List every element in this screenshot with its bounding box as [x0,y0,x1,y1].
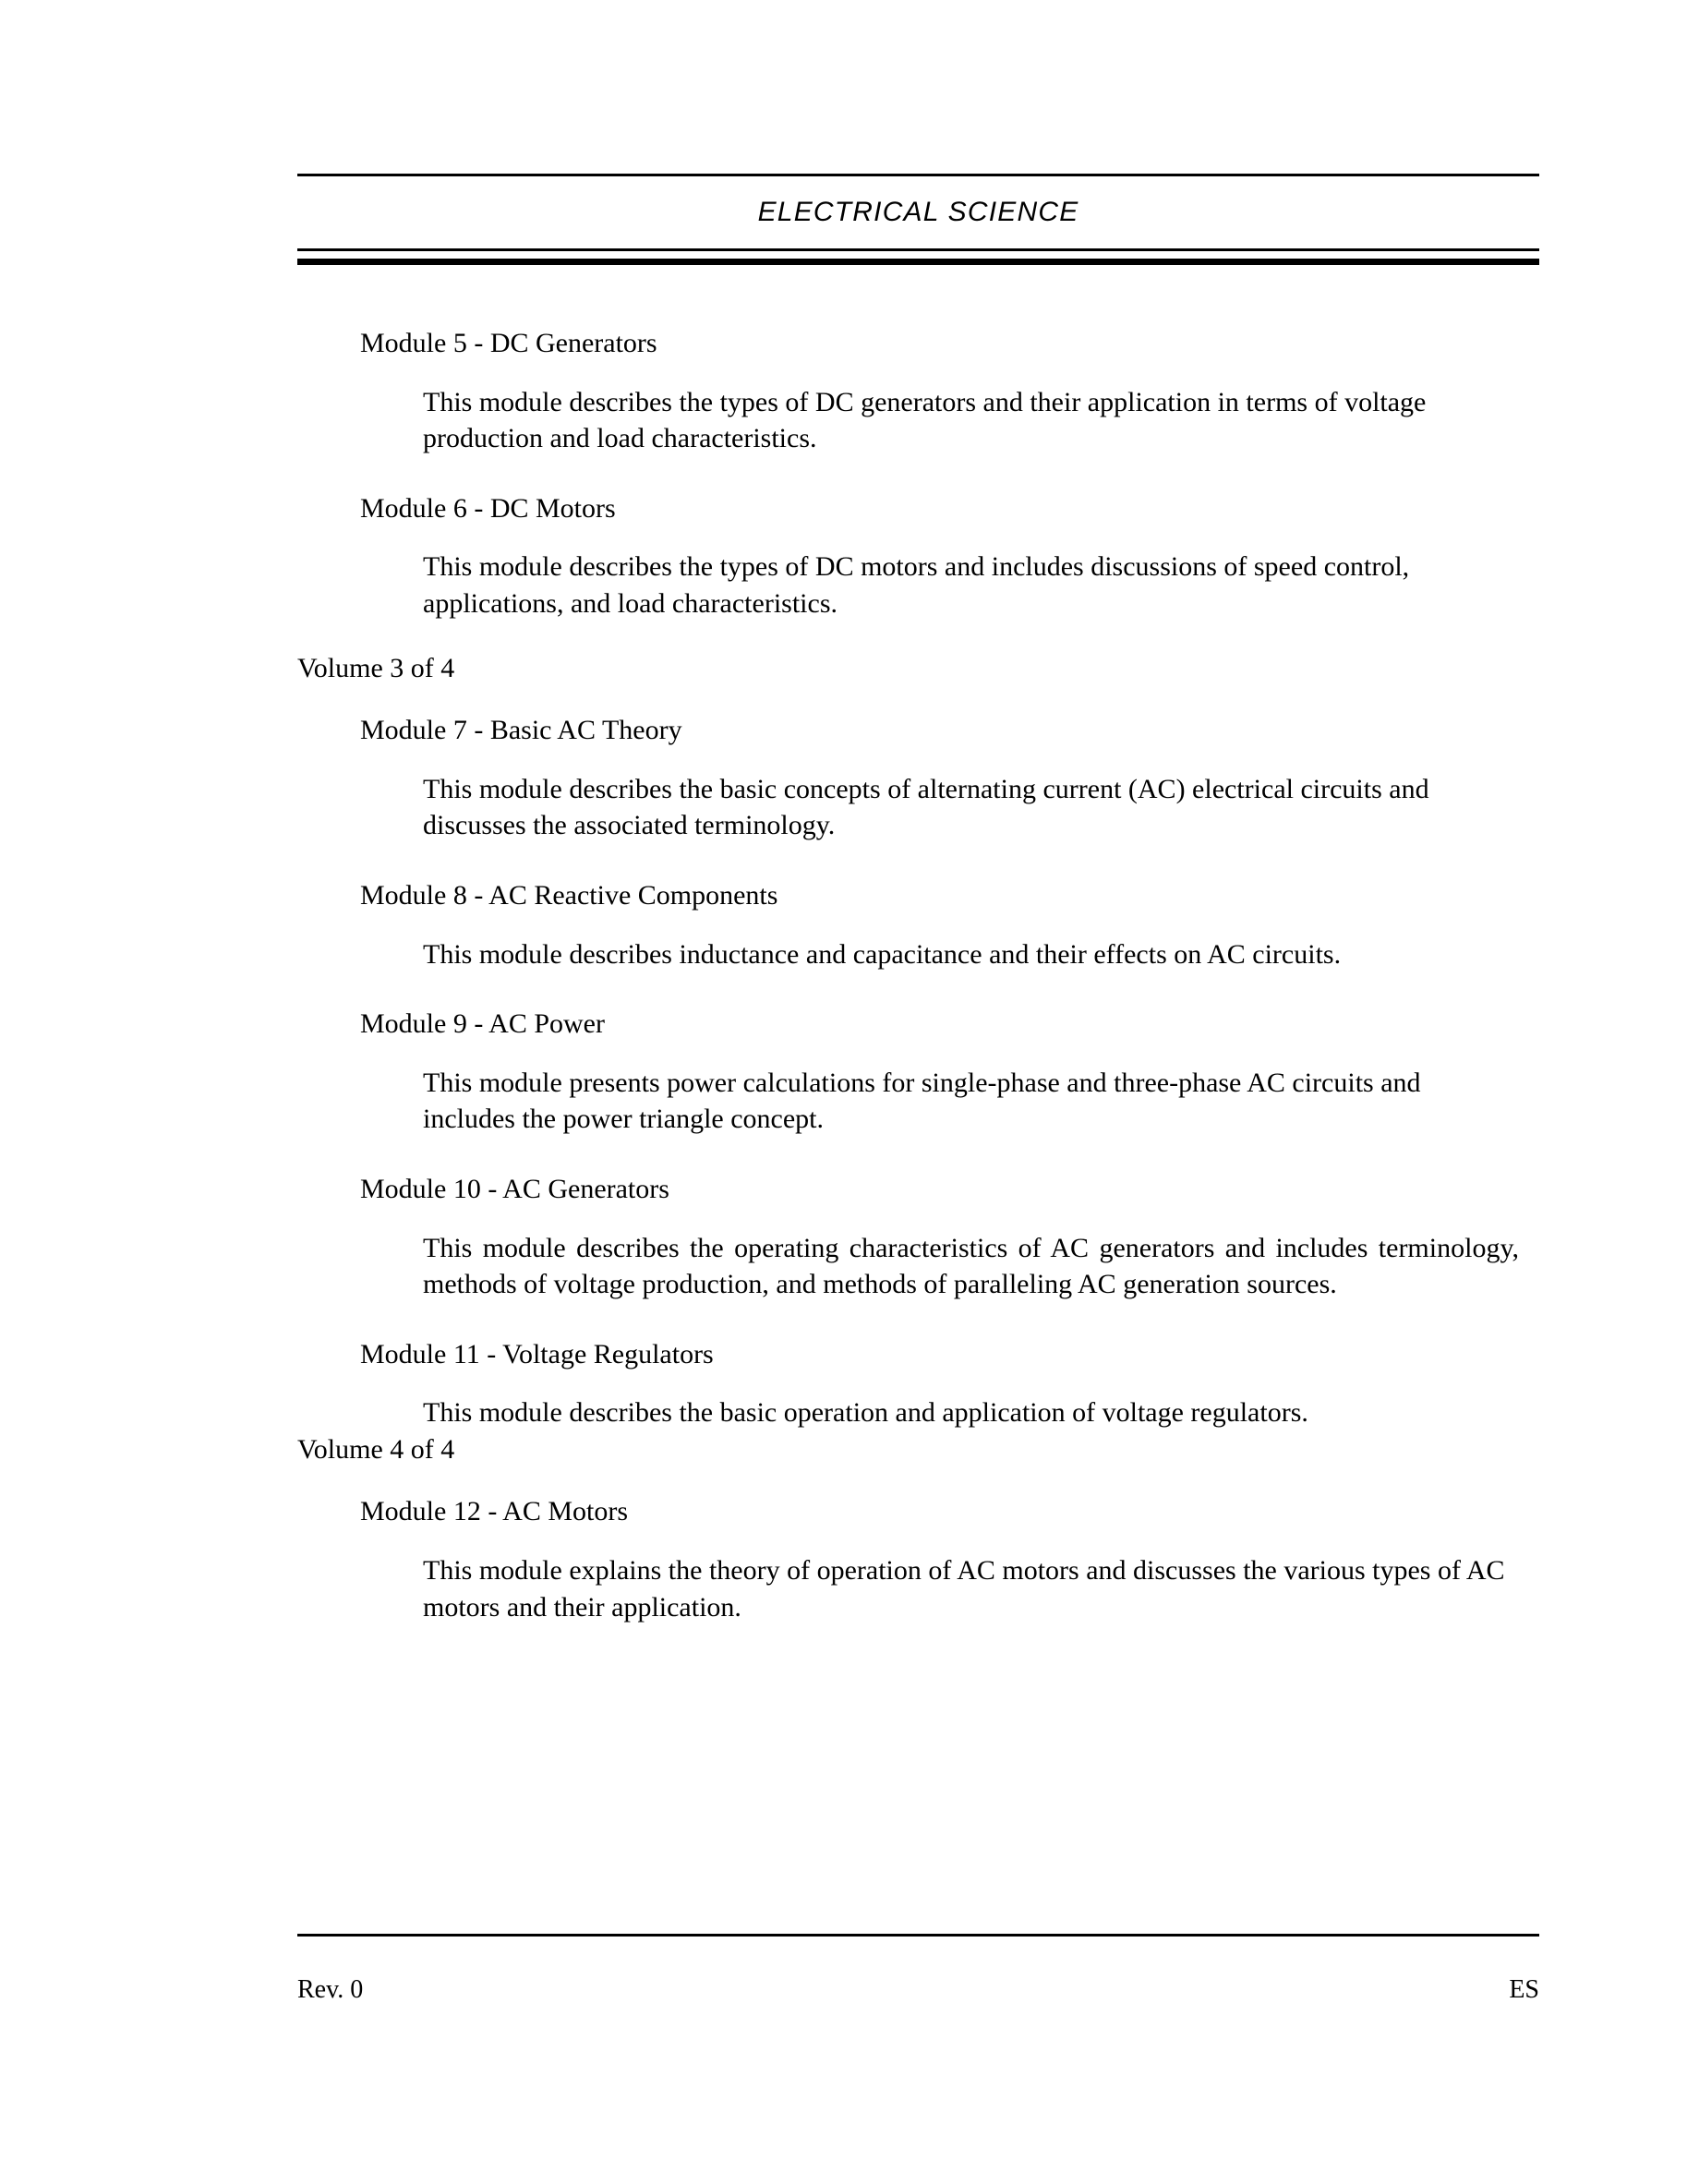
header-title-row [297,176,1539,248]
footer-rule [297,1934,1539,1937]
module-heading: Module 11 - Voltage Regulators [360,1338,714,1370]
module-heading: Module 8 - AC Reactive Components [360,879,778,911]
page-footer [297,1934,1539,2005]
footer-manual-code: ES [1509,1975,1539,2004]
page-header [297,174,1539,265]
module-heading: Module 10 - AC Generators [360,1173,669,1204]
module-description: This module presents power calculations for single-phase and three-phase AC circuits and includes the power triangle concept. [423,1067,1421,1135]
module-heading: Module 7 - Basic AC Theory [360,715,682,746]
volume-label: Volume 3 of 4 [297,652,455,683]
module-description: This module describes the basic operation and application of voltage regulators. [423,1397,1308,1429]
module-description: This module describes the types of DC generators and their application in terms of voltage production and load characteristics. [423,386,1427,454]
header-rule-gap [297,251,1539,259]
module-description: This module describes the basic concepts of alternating current (AC) electrical circuits and discusses the associated terminology. [423,773,1429,841]
module-description: This module describes the operating characteristics of AC generators and includes terminology, methods of voltage production, and methods of paralleling AC generation sources. [423,1232,1519,1300]
volume-label: Volume 4 of 4 [297,1433,455,1465]
module-heading: Module 9 - AC Power [360,1008,605,1040]
module-heading: Module 5 - DC Generators [360,328,657,358]
module-description: This module describes inductance and capacitance and their effects on AC circuits. [423,938,1342,970]
page-body [297,325,1539,1625]
module-heading: Module 6 - DC Motors [360,492,616,524]
module-description: This module explains the theory of operation of AC motors and discusses the various types of AC motors and their application. [423,1555,1505,1623]
footer-row [297,1975,1539,2005]
header-bottom-rule-thick [297,259,1539,265]
footer-revision: Rev. 0 [297,1975,364,2004]
header-title: ELECTRICAL SCIENCE [757,197,1079,227]
module-heading: Module 12 - AC Motors [360,1496,629,1527]
module-description: This module describes the types of DC motors and includes discussions of speed control, applications, and load characteristics. [423,551,1410,619]
